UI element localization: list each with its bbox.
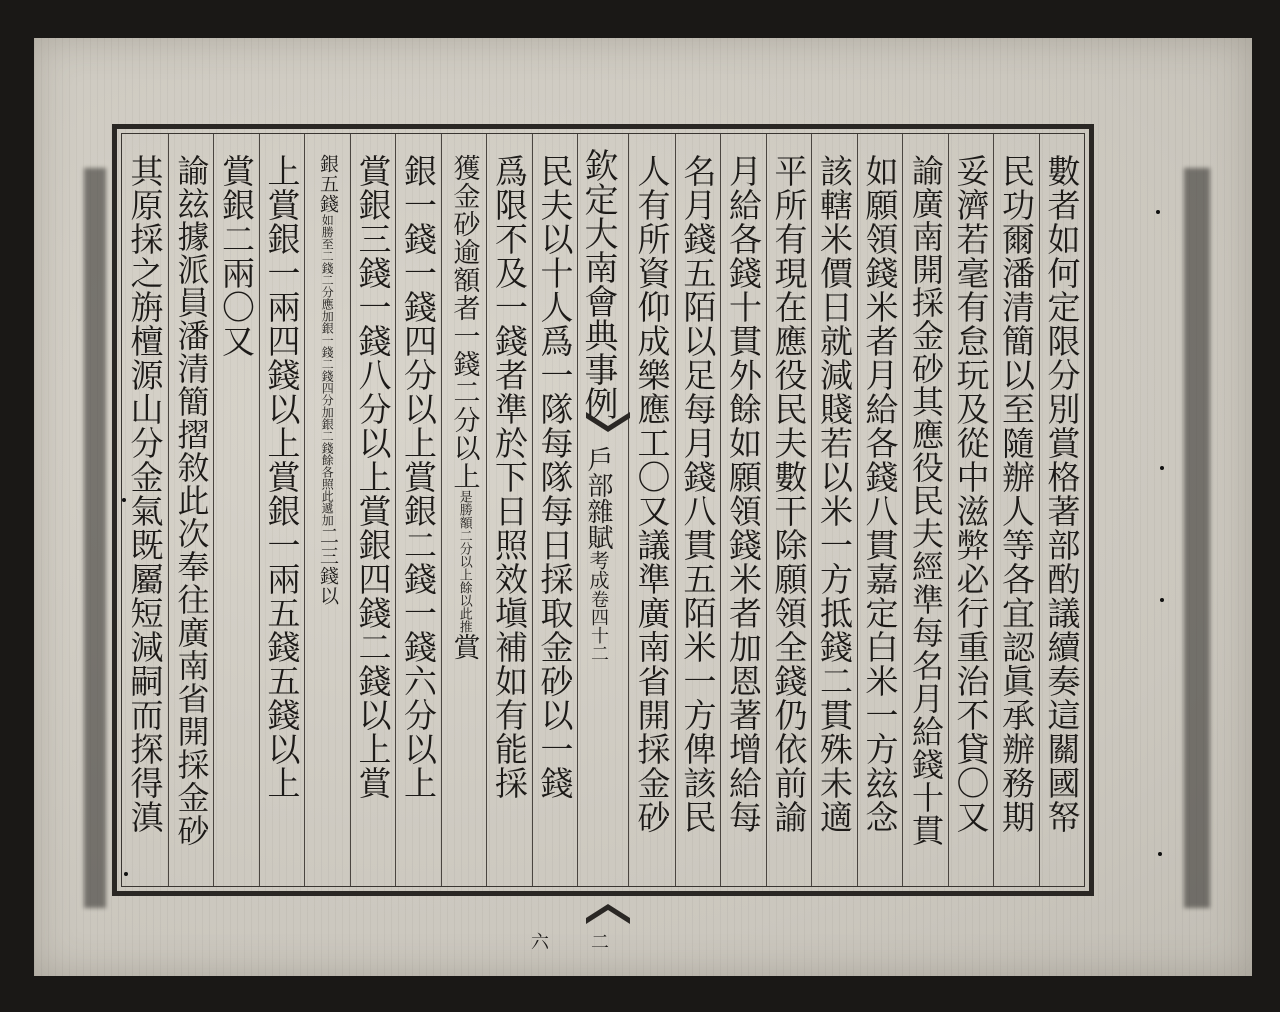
text-column: 數者如何定限分別賞格著部酌議續奏這關國帑 [1039,134,1085,886]
volume-label: 卷四十二 [588,590,609,662]
page-number: 二六 [528,932,609,950]
text-column: 民功爾潘清簡以至隨辦人等各宜認眞承辦務期 [993,134,1039,886]
text-column: 賞銀二兩〇又 [213,134,259,886]
text-column: 名月錢五陌以足每月錢八貫五陌米一方俾該民 [675,134,721,886]
stitch-hole [1158,852,1162,856]
left-edge-smudge [84,168,106,908]
subsection-label: 考成 [586,550,610,590]
text-frame [112,124,1094,950]
book-title: 欽定大南會典事例 [578,148,618,420]
text-column: 人有所資仰成樂應工〇又議準廣南省開採金砂 [632,154,672,834]
interlinear-note: 如勝至二錢二分應加銀一錢二錢四分加銀二錢餘各照此遞加 [320,214,335,526]
text-column: 民夫以十人爲一隊每隊每日採取金砂以一錢 [532,134,578,886]
text-column: 上賞銀一兩四錢以上賞銀一兩五錢五錢以上 [259,134,305,886]
text-column-with-note: 銀五錢 如勝至二錢二分應加銀一錢二錢四分加銀二錢餘各照此遞加 二三錢以 [304,134,350,886]
text-column: 爲限不及一錢者準於下日照效塡補如有能採 [486,134,532,886]
lower-fishtail-mark [586,904,630,924]
text-column: 該轄米價日就減賤若以米一方抵錢二貫殊未適 [811,134,857,886]
stitch-hole [1160,466,1164,470]
text-column: 平所有現在應役民夫數干除願領全錢仍依前諭 [766,134,812,886]
text-column-with-note: 獲金砂逾額者一錢二分以上 是勝額二分以上餘以此推 賞 [441,134,487,886]
text-column: 銀一錢一錢四分以上賞銀二錢一錢六分以上 [395,134,441,886]
text-column: 其原採之旃檀源山分金氣既屬短減嗣而探得滇 [125,154,165,834]
text-column: 妥濟若毫有怠玩及從中滋弊必行重治不貸〇又 [948,134,994,886]
text-column: 如願領錢米者月給各錢八貫嘉定白米一方玆念 [857,134,903,886]
text-column: 諭廣南開採金砂其應役民夫經準每名月給錢十貫 [902,134,948,886]
interlinear-note: 是勝額二分以上餘以此推 [456,490,472,633]
text-column: 諭玆據派員潘清簡摺敘此次奉往廣南省開採金砂 [168,134,214,886]
text-column: 賞銀三錢一錢八分以上賞銀四錢二錢以上賞 [350,134,396,886]
right-edge-smudge [1184,168,1210,908]
section-label: 戶部雜賦 [583,446,613,550]
stitch-hole [1160,598,1164,602]
upper-fishtail-mark [586,412,630,432]
text-column: 月給各錢十貫外餘如願領錢米者加恩著增給每 [720,134,766,886]
stitch-hole [1156,210,1160,214]
text-frame-inner [121,133,1085,950]
